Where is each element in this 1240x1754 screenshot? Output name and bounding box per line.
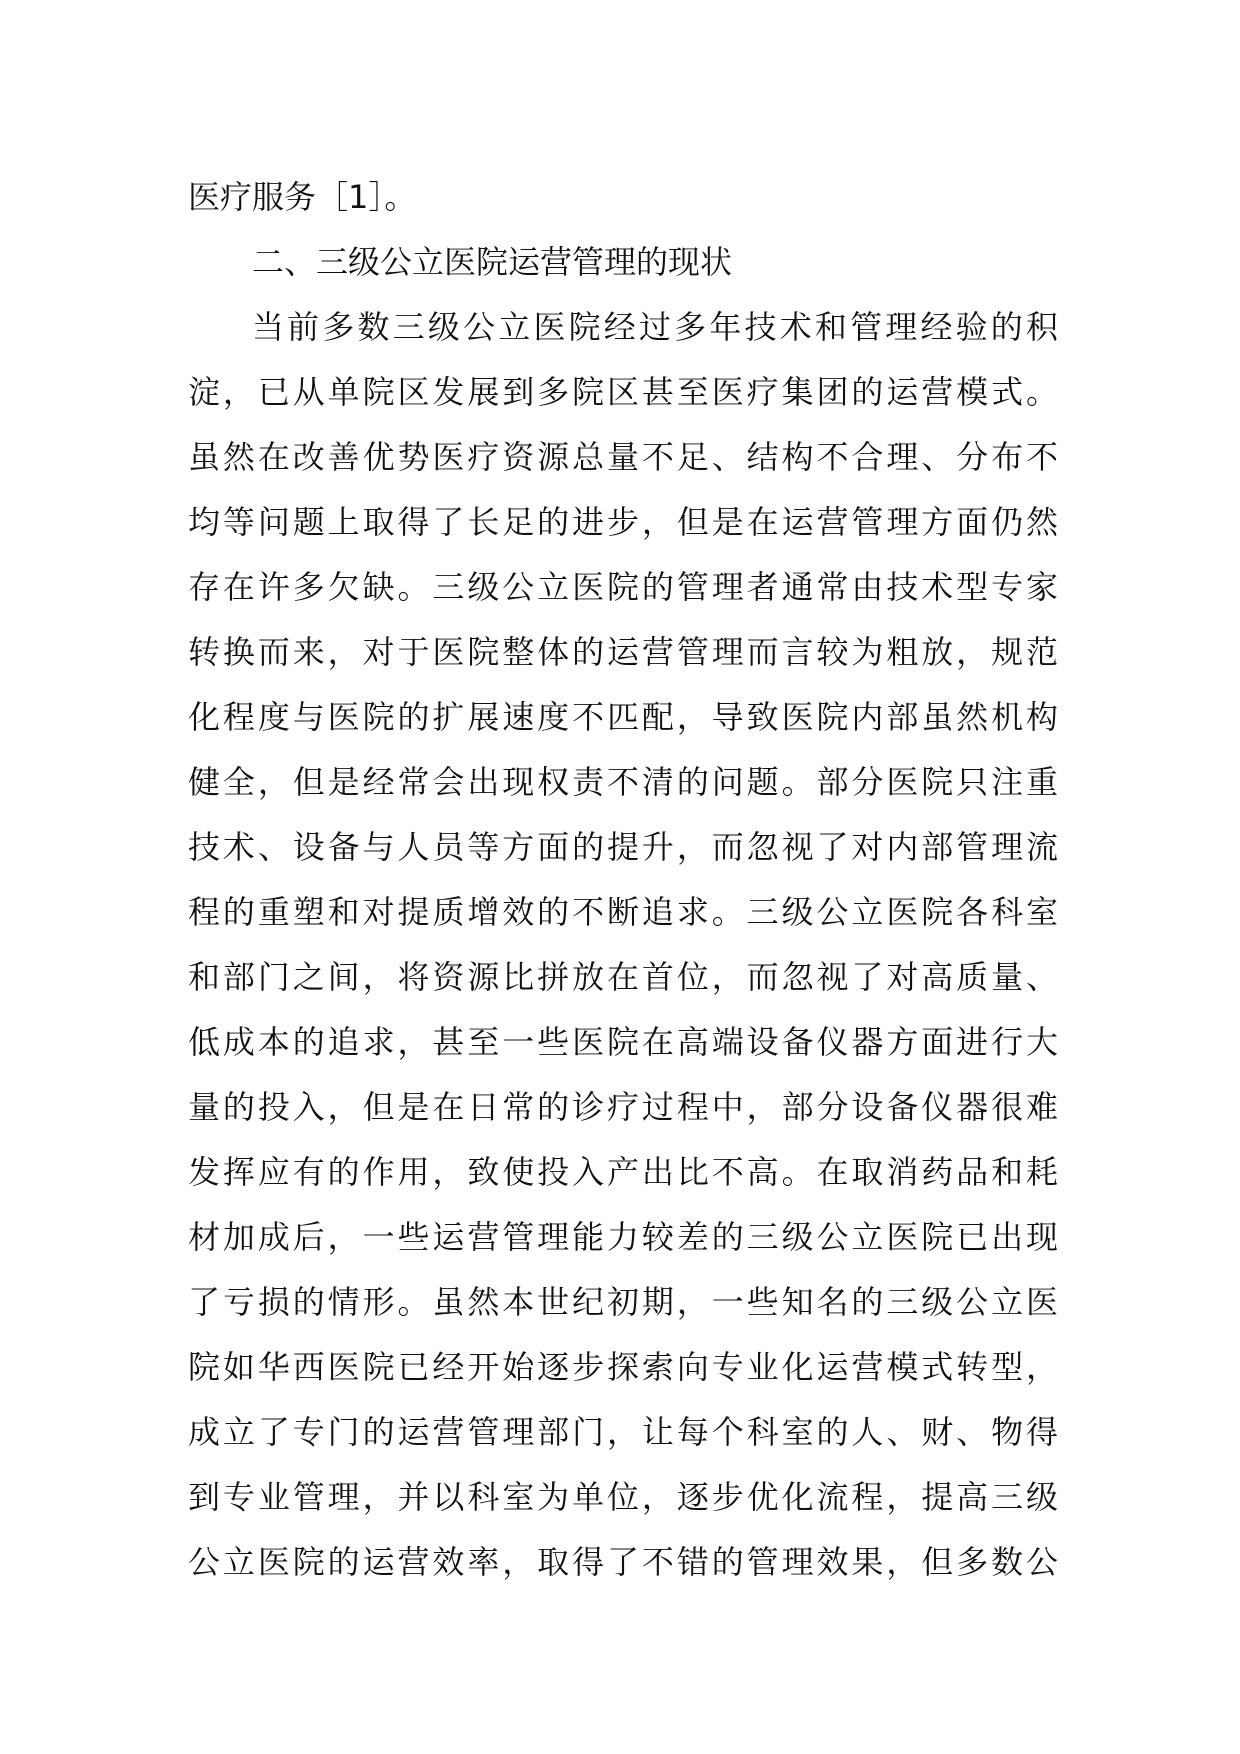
text-line: 转换而来，对于医院整体的运营管理而言较为粗放，规范 [188,633,1058,671]
body-text [188,165,1058,1595]
text-line: 存在许多欠缺。三级公立医院的管理者通常由技术型专家 [188,568,1058,606]
text-line: 当前多数三级公立医院经过多年技术和管理经验的积 [252,308,1058,346]
text-line: 量的投入，但是在日常的诊疗过程中，部分设备仪器很难 [188,1088,1058,1126]
text-line: 程的重塑和对提质增效的不断追求。三级公立医院各科室 [188,893,1058,931]
text-line: 到专业管理，并以科室为单位，逐步优化流程，提高三级 [188,1478,1058,1516]
text-line: 健全，但是经常会出现权责不清的问题。部分医院只注重 [188,763,1058,801]
text-line: 化程度与医院的扩展速度不匹配，导致医院内部虽然机构 [188,698,1058,736]
text-line: 医疗服务［1］。 [188,178,417,216]
text-line: 公立医院的运营效率，取得了不错的管理效果，但多数公 [188,1543,1058,1581]
text-line: 了亏损的情形。虽然本世纪初期，一些知名的三级公立医 [188,1283,1058,1321]
text-line: 材加成后，一些运营管理能力较差的三级公立医院已出现 [188,1218,1058,1256]
text-line: 发挥应有的作用，致使投入产出比不高。在取消药品和耗 [188,1153,1058,1191]
text-line: 和部门之间，将资源比拼放在首位，而忽视了对高质量、 [188,958,1058,996]
text-line: 院如华西医院已经开始逐步探索向专业化运营模式转型， [188,1348,1058,1386]
text-line: 均等问题上取得了长足的进步，但是在运营管理方面仍然 [188,503,1058,541]
text-line: 成立了专门的运营管理部门，让每个科室的人、财、物得 [188,1413,1058,1451]
section-heading: 二、三级公立医院运营管理的现状 [252,243,733,281]
text-line: 低成本的追求，甚至一些医院在高端设备仪器方面进行大 [188,1023,1058,1061]
text-line: 技术、设备与人员等方面的提升，而忽视了对内部管理流 [188,828,1058,866]
text-line: 淀，已从单院区发展到多院区甚至医疗集团的运营模式。 [188,373,1058,411]
text-line: 虽然在改善优势医疗资源总量不足、结构不合理、分布不 [188,438,1058,476]
